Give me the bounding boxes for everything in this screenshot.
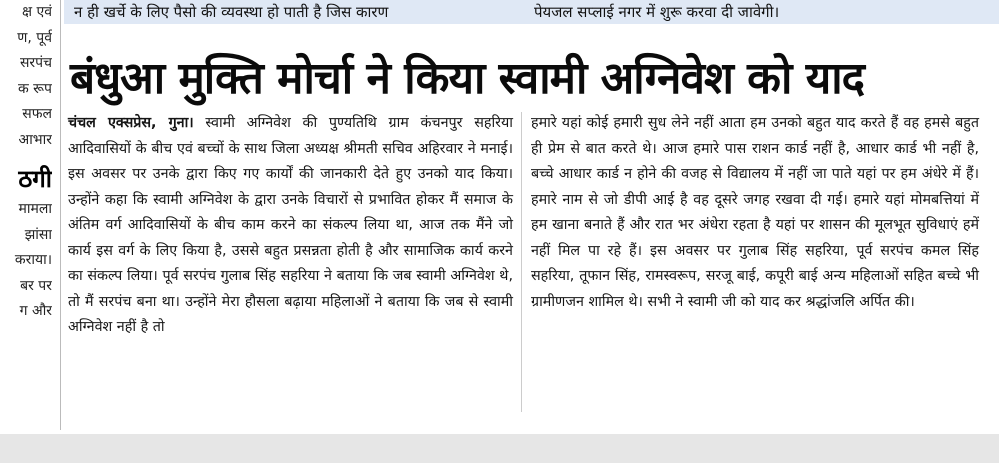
tail-column-right: पेयजल सप्लाई नगर में शुरू करवा दी जावेगी। xyxy=(534,3,780,21)
column-rule xyxy=(60,0,61,430)
fragment-line: क्ष एवं xyxy=(21,4,52,20)
fragment-line: झांसा xyxy=(24,226,52,243)
fragment-line: ग और xyxy=(19,303,52,319)
fragment-line: मामला xyxy=(18,201,52,217)
fragment-line: आभार xyxy=(18,131,52,148)
page-bottom-band xyxy=(0,434,999,463)
previous-article-tail xyxy=(64,0,999,24)
article-column-left xyxy=(68,111,513,341)
fragment-line: क रूप xyxy=(17,80,52,97)
dateline: चंचल एक्सप्रेस, गुना। xyxy=(68,115,194,131)
fragment-line: ण, पूर्व xyxy=(17,29,52,46)
fragment-line: बर पर xyxy=(20,277,52,294)
fragment-line: सफल xyxy=(22,106,52,122)
tail-column-left: न ही खर्चे के लिए पैसो की व्यवस्था हो पाती है जिस कारण xyxy=(74,3,389,21)
fragment-line: सरपंच xyxy=(19,55,52,71)
article-column-right xyxy=(531,111,979,315)
column-divider xyxy=(521,112,522,412)
fragment-line: कराया। xyxy=(14,252,52,268)
article-headline: बंधुआ मुक्ति मोर्चा ने किया स्वामी अग्निवेश को याद xyxy=(70,53,864,104)
left-body-text: स्वामी अग्निवेश की पुण्यतिथि ग्राम कंचनपुर सहरिया आदिवासियों के बीच एवं बच्चों के साथ जिला अध्यक्ष श्रीमती सचिव अहिरवार ने मनाई। इस अवसर पर उनके द्वारा किए गए कार्यों की जानकारी देते हुए उनको याद किया। उन्होंने कहा कि स्वामी अग्निवेश के द्वारा उनके विचारों से प्रभावित होकर मैं समाज के अंतिम वर्ग आदिवासियों के बीच काम करने का संकल्प लिया था, आज तक मैंने जो कार्य इस वर्ग के लिए किया है, उससे बहुत प्रसन्नता होती है और सामाजिक कार्य करने का संकल्प लिया। पूर्व सरपंच गुलाब सिंह सहरिया ने बताया कि जब स्वामी अग्निवेश थे, तो मैं सरपंच बना था। उन्होंने मेरा हौसला बढ़ाया महिलाओं ने बताया कि जब से स्वामी अग्निवेश नहीं है तो xyxy=(68,115,513,335)
right-body-text: हमारे यहां कोई हमारी सुध लेने नहीं आता हम उनको बहुत याद करते हैं वह हमसे बहुत ही प्रेम से बात करते थे। आज हमारे पास राशन कार्ड नहीं है, आधार कार्ड भी नहीं है, बच्चे आधार कार्ड न होने की वजह से विद्यालय में नहीं जा पाते यहां पर हम अंधेरे में हैं। हमारे नाम से जो डीपी आई है वह दूसरे जगह रखवा दी गई। हमारे यहां मोमबत्तियां में हम खाना बनाते हैं और रात भर अंधेरा रहता है यहां पर शासन की मूलभूत सुविधाएं हमें नहीं मिल पा रहे हैं। इस अवसर पर गुलाब सिंह सहरिया, पूर्व सरपंच कमल सिंह सहरिया, तूफान सिंह, रामस्वरूप, सरजू बाई, कपूरी बाई अन्य महिलाओं सहित बच्चे भी ग्रामीणजन शामिल थे। सभी ने स्वामी जी को याद कर श्रद्धांजलि अर्पित की। xyxy=(531,115,979,310)
fragment-heading: ठगी xyxy=(18,164,52,193)
adjacent-article-fragment xyxy=(0,0,52,430)
